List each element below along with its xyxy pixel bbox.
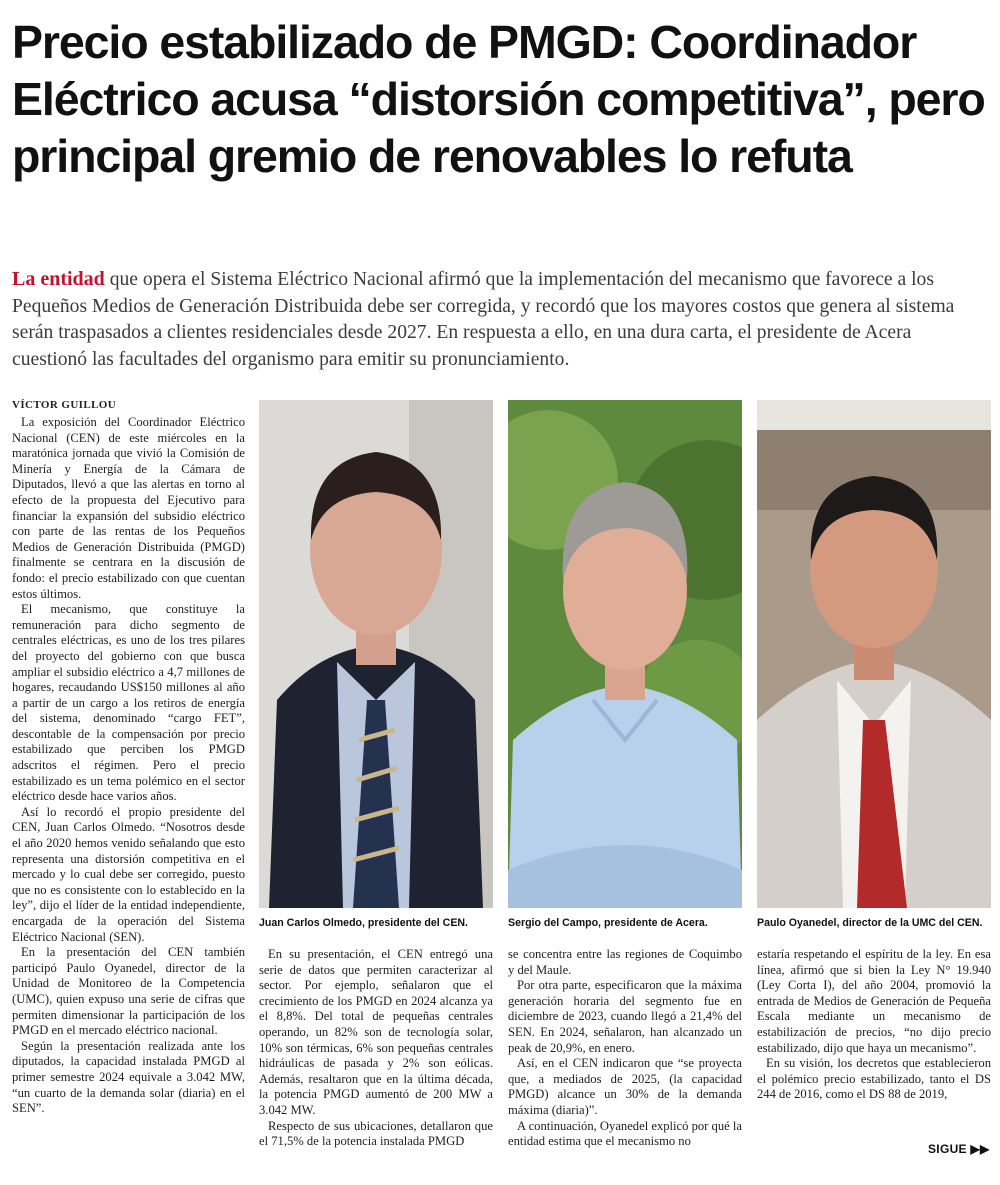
photo-caption: Paulo Oyanedel, director de la UMC del CEN. bbox=[757, 917, 983, 929]
body-paragraph: En su presentación, el CEN entregó una serie de datos que permiten caracterizar al sector. Por ejemplo, señalaron que el crecimiento de los PMGD en 2024 alcanza ya el 8,8%. Del total de pequeñas centrales operando, un 82% son de tecnología solar, 10% son térmicas, 6% son pequeñas centrales hidráulicas de pasada y 2% son eólicas. Además, resaltaron que en la última década, la potencia PMGD aumentó de 200 MW a 3.042 MW. bbox=[259, 947, 493, 1117]
lead-paragraph bbox=[12, 266, 987, 373]
byline: VÍCTOR GUILLOU bbox=[12, 399, 117, 411]
article-column-2 bbox=[259, 947, 493, 1150]
body-paragraph: En su visión, los decretos que establecieron el polémico precio estabilizado, tanto el DS 244 de 2016, como el DS 88 de 2019, bbox=[757, 1056, 991, 1102]
lead-intro: La entidad bbox=[12, 268, 105, 290]
headline: Precio estabilizado de PMGD: Coordinador Eléctrico acusa “distorsión competitiva”, pero principal gremio de renovables lo refuta bbox=[12, 16, 985, 182]
continue-label: SIGUE ▶▶ bbox=[928, 1142, 990, 1156]
body-paragraph: Según la presentación realizada ante los diputados, la capacidad instalada PMGD al primer semestre 2024 equivale a 3.042 MW, “un cuarto de la demanda solar (diaria) en el SEN”. bbox=[12, 1038, 245, 1116]
photo-sergio-del-campo bbox=[508, 400, 742, 908]
photo-juan-carlos-olmedo bbox=[259, 400, 493, 908]
body-paragraph: Respecto de sus ubicaciones, detallaron que el 71,5% de la potencia instalada PMGD bbox=[259, 1118, 493, 1149]
photo-paulo-oyanedel bbox=[757, 400, 991, 908]
body-paragraph: En la presentación del CEN también participó Paulo Oyanedel, director de la Unidad de Monitoreo de la Competencia (UMC), quien expuso una serie de cifras que permiten dimensionar la participación de los PMGD en el mercado eléctrico nacional. bbox=[12, 945, 245, 1038]
lead-text: que opera el Sistema Eléctrico Nacional afirmó que la implementación del mecanismo que favorece a los Pequeños Medios de Generación Distribuida debe ser corregida, y recordó que los mayores costos que genera al sistema serán traspasados a clientes residenciales desde 2027. En respuesta a ello, en una dura carta, el presidente de Acera cuestionó las facultades del organismo para emitir su pronunciamiento. bbox=[12, 269, 955, 370]
body-paragraph: estaría respetando el espíritu de la ley. En esa línea, afirmó que si bien la Ley N° 19.940 (Ley Corta I), del año 2004, promovió la entrada de Medios de Generación de Pequeña Escala mediante un mecanismo de estabilización de precios, “no dijo precio estabilizado, dijo que haya un mecanismo”. bbox=[757, 947, 991, 1055]
article-column-3 bbox=[508, 947, 742, 1150]
body-paragraph: A continuación, Oyanedel explicó por qué la entidad estima que el mecanismo no bbox=[508, 1118, 742, 1149]
article-column-4 bbox=[757, 947, 991, 1103]
photo-caption: Sergio del Campo, presidente de Acera. bbox=[508, 917, 708, 929]
body-paragraph: Así lo recordó el propio presidente del CEN, Juan Carlos Olmedo. “Nosotros desde el año 2020 hemos venido señalando que esto representa una distorsión competitiva en el mercado y lo cual debe ser corregido, puesto que no es consistente con lo establecido en la ley”, dijo el líder de la entidad independiente, encargada de la operación del Sistema Eléctrico Nacional (SEN). bbox=[12, 804, 245, 944]
photo-caption: Juan Carlos Olmedo, presidente del CEN. bbox=[259, 917, 468, 929]
body-paragraph: se concentra entre las regiones de Coquimbo y del Maule. bbox=[508, 947, 742, 977]
body-paragraph: La exposición del Coordinador Eléctrico Nacional (CEN) de este miércoles en la maratónica jornada que vivió la Comisión de Minería y Energía de la Cámara de Diputados, llevó a que las alertas en torno al efecto de la propuesta del Ejecutivo para financiar la expansión del subsidio eléctrico con parte de las rentas de los Pequeños Medios de Generación Distribuida (PMGD) finalmente se centrara en la discusión de fondo: el precio estabilizado con que cuentan estos últimos. bbox=[12, 415, 245, 601]
body-paragraph: El mecanismo, que constituye la remuneración para dicho segmento de centrales eléctricas, es uno de los tres pilares del proyecto del gobierno con que busca ampliar el subsidio eléctrico a 4,7 millones de hogares, recaudando US$150 millones al año a partir de un cargo a los retiros de energía del sistema, denominado “cargo FET”, descontable de la compensación por precio estabilizado que perciben los PMGD adscritos el régimen. Pero el precio estabilizado es un tema polémico en el sector eléctrico desde hace varios años. bbox=[12, 602, 245, 804]
body-paragraph: Así, en el CEN indicaron que “se proyecta que, a mediados de 2025, (la capacidad PMGD) alcance un 30% de la demanda máxima (diaria)”. bbox=[508, 1056, 742, 1117]
article-column-1 bbox=[12, 415, 245, 1117]
body-paragraph: Por otra parte, especificaron que la máxima generación horaria del segmento fue en diciembre de 2023, cuando llegó a 21,4% del SEN. En 2024, señalaron, han alcanzado un peak de 20,9%, en enero. bbox=[508, 978, 742, 1055]
